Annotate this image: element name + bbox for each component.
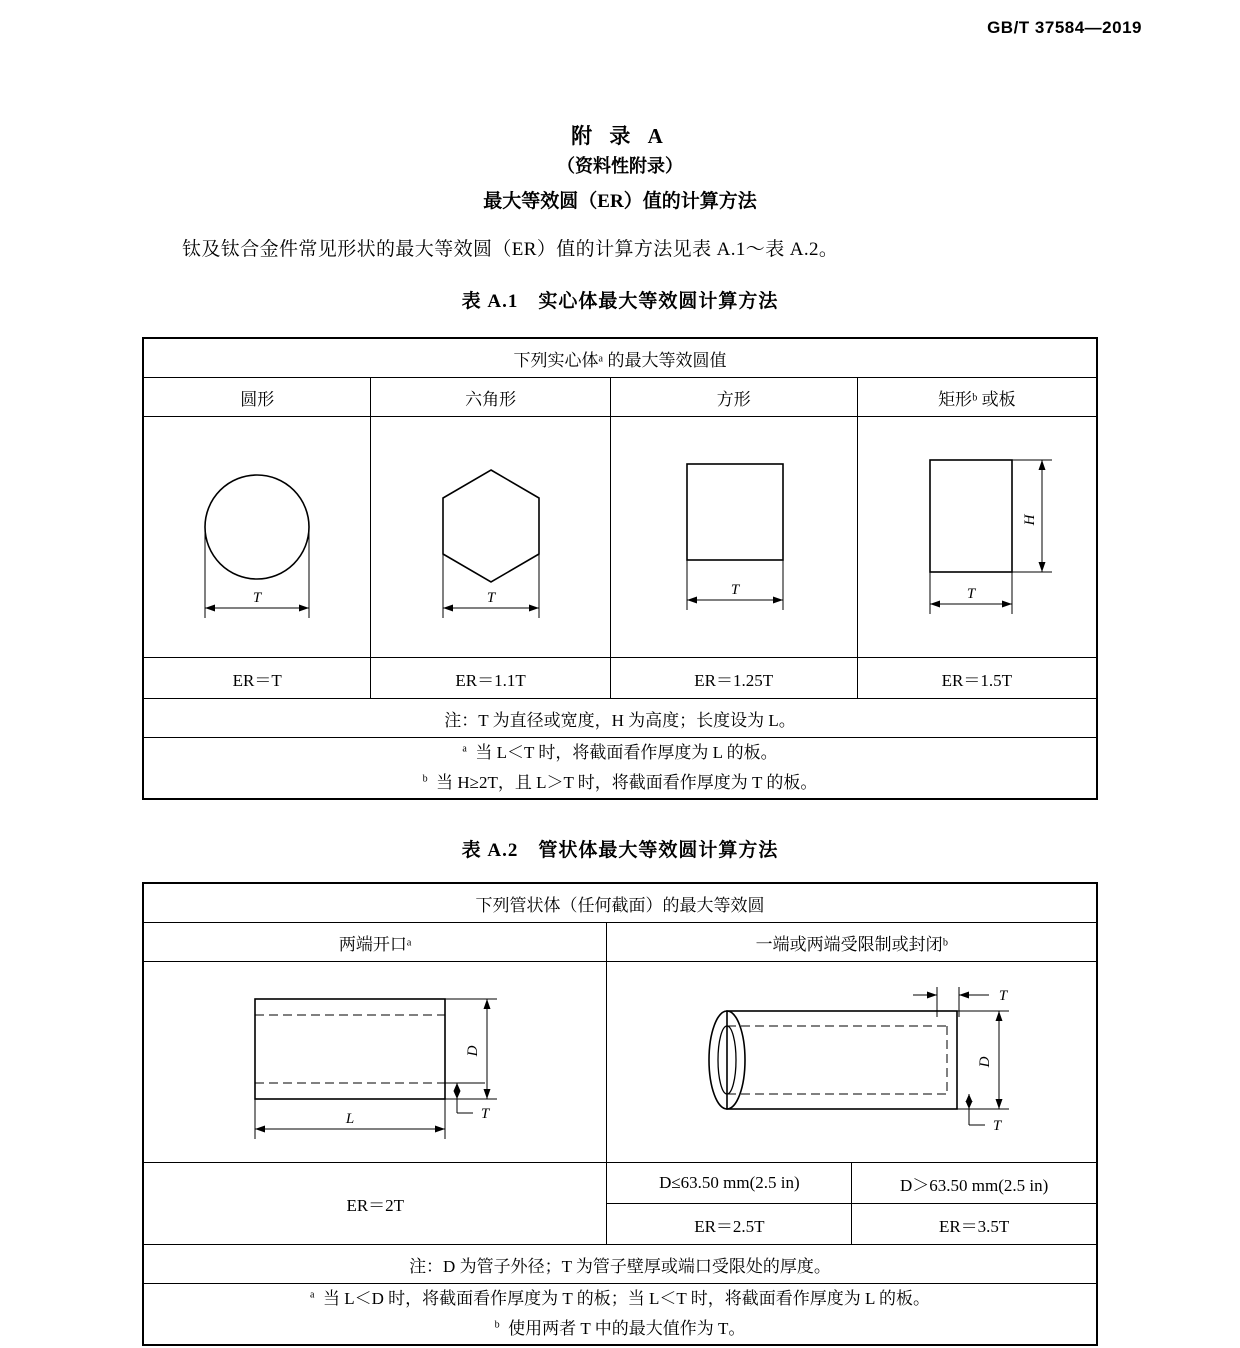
footnote-a	[144, 738, 1096, 768]
table-a2	[142, 882, 1098, 1346]
rectangle-height-label: H	[1021, 514, 1038, 526]
footnote-b-mark: b	[422, 773, 428, 785]
table-a2-note: 注：D 为管子外径；T 为管子壁厚或端口受限处的厚度。	[143, 1245, 1097, 1284]
table-a2-caption: 表 A.2 管状体最大等效圆计算方法	[461, 840, 779, 861]
page-header-standard-number: GB/T 37584—2019	[987, 18, 1142, 37]
table-a1-caption: 表 A.1 实心体最大等效圆计算方法	[461, 291, 779, 312]
table-a1	[142, 337, 1098, 800]
table-a2-formula-small: ER＝2.5T	[607, 1204, 852, 1245]
table-a1-header-cell: 下列实心体ᵃ 的最大等效圆值	[143, 338, 1097, 378]
table-a1-formula-hex: ER＝1.1T	[371, 658, 610, 699]
footnote-a	[144, 1284, 1096, 1314]
table-row	[143, 338, 1097, 378]
table-a1-col-hex: 六角形	[371, 378, 610, 417]
open-tube-L-label: L	[346, 1111, 355, 1127]
open-tube-diagram	[185, 967, 565, 1157]
table-row	[143, 658, 1097, 699]
table-a1-formula-rect: ER＝1.5T	[857, 658, 1097, 699]
table-row	[143, 1284, 1097, 1345]
table-row	[143, 417, 1097, 658]
tube-open-cell	[143, 962, 607, 1163]
circle-diagram	[157, 422, 357, 652]
table-a2-condition-large: D＞63.50 mm(2.5 in)	[852, 1163, 1097, 1204]
annex-heading: 最大等效圆（ER）值的计算方法	[483, 191, 757, 212]
table-a2-col-closed: 一端或两端受限制或封闭ᵇ	[607, 923, 1097, 962]
table-row	[143, 962, 1097, 1163]
rectangle-diagram	[872, 422, 1082, 652]
closed-tube-D-label: D	[976, 1056, 993, 1068]
footnote-b	[144, 768, 1096, 798]
table-a1-footnotes	[143, 738, 1097, 799]
closed-tube-diagram	[637, 967, 1067, 1157]
table-a1-col-rect: 矩形ᵇ 或板	[857, 378, 1097, 417]
table-a1-formula-square: ER＝1.25T	[610, 658, 857, 699]
table-a2-formula-large: ER＝3.5T	[852, 1204, 1097, 1245]
footnote-b	[144, 1314, 1096, 1344]
hexagon-diagram	[386, 422, 596, 652]
footnote-a-text: 当 L＜D 时，将截面看作厚度为 T 的板；当 L＜T 时，将截面看作厚度为 L 的板。	[323, 1289, 930, 1308]
annex-title: 附 录 A	[571, 124, 669, 148]
table-row	[143, 378, 1097, 417]
intro-paragraph: 钛及钛合金件常见形状的最大等效圆（ER）值的计算方法见表 A.1～表 A.2。	[182, 239, 839, 260]
footnote-a-mark: a	[310, 1289, 315, 1301]
table-a1-note: 注：T 为直径或宽度，H 为高度；长度设为 L。	[143, 699, 1097, 738]
shape-square-cell	[610, 417, 857, 658]
table-row	[143, 738, 1097, 799]
table-a2-header-cell: 下列管状体（任何截面）的最大等效圆	[143, 883, 1097, 923]
square-diagram	[629, 422, 839, 652]
table-row	[143, 923, 1097, 962]
rectangle-width-label: T	[966, 586, 975, 602]
square-dim-label: T	[730, 582, 739, 598]
hexagon-dim-label: T	[486, 590, 495, 606]
table-a2-footnotes	[143, 1284, 1097, 1345]
table-row	[143, 1245, 1097, 1284]
footnote-b-mark: b	[494, 1319, 500, 1331]
closed-tube-T-top-label: T	[998, 988, 1007, 1004]
footnote-a-text: 当 L＜T 时，将截面看作厚度为 L 的板。	[475, 743, 778, 762]
open-tube-T-label: T	[481, 1106, 490, 1122]
table-a1-formula-circle: ER＝T	[143, 658, 371, 699]
footnote-b-text: 使用两者 T 中的最大值作为 T。	[508, 1318, 746, 1338]
shape-circle-cell	[143, 417, 371, 658]
table-row	[143, 1163, 1097, 1204]
shape-rectangle-cell	[857, 417, 1097, 658]
table-a1-col-circle: 圆形	[143, 378, 371, 417]
table-a2-col-open: 两端开口ᵃ	[143, 923, 607, 962]
tube-closed-cell	[607, 962, 1097, 1163]
table-a2-open-formula: ER＝2T	[143, 1163, 607, 1245]
table-row	[143, 699, 1097, 738]
table-row	[143, 883, 1097, 923]
table-a1-col-square: 方形	[610, 378, 857, 417]
open-tube-D-label: D	[465, 1045, 482, 1057]
annex-subtitle: （资料性附录）	[557, 156, 683, 176]
footnote-b-text: 当 H≥2T，且 L＞T 时，将截面看作厚度为 T 的板。	[436, 772, 818, 792]
circle-dim-label: T	[253, 590, 262, 606]
footnote-a-mark: a	[462, 743, 467, 755]
closed-tube-T-bottom-label: T	[992, 1118, 1001, 1134]
table-a2-condition-small: D≤63.50 mm(2.5 in)	[607, 1163, 852, 1204]
shape-hexagon-cell	[371, 417, 610, 658]
